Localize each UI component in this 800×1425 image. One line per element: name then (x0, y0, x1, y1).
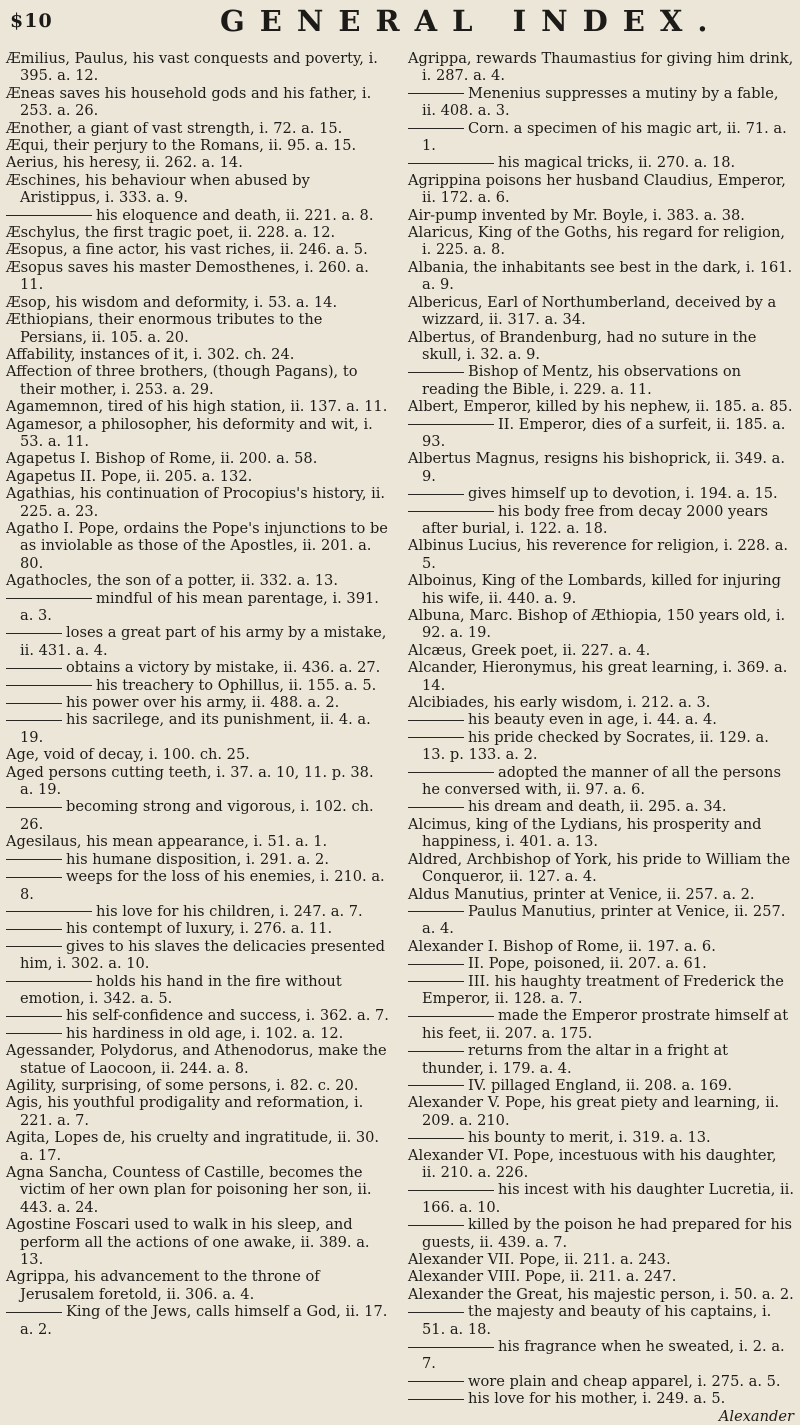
index-entry (6, 224, 391, 241)
entry-text: becoming strong and vigorous, i. 102. ch. 26. (20, 798, 374, 833)
index-entry (6, 1129, 391, 1164)
index-entry (6, 1094, 391, 1129)
entry-text: Alexander VII. Pope, ii. 211. a. 243. (408, 1251, 671, 1269)
repeat-heading-rule (6, 633, 62, 634)
index-entry (6, 1042, 391, 1077)
repeat-heading-rule (408, 372, 464, 373)
index-subentry (408, 955, 794, 972)
index-entry (408, 207, 794, 224)
entry-text: Alexander I. Bishop of Rome, ii. 197. a. 6. (408, 937, 716, 955)
index-subentry (408, 973, 794, 1008)
repeat-heading-rule (408, 964, 464, 965)
repeat-heading-rule (408, 772, 494, 773)
entry-text: mindful of his mean parentage, i. 391. a. 3. (20, 589, 379, 624)
index-subentry (408, 764, 794, 799)
index-entry (408, 607, 794, 642)
entry-text: loses a great part of his army by a mistake, ii. 431. a. 4. (20, 624, 387, 659)
repeat-heading-rule (408, 737, 464, 738)
index-entry (6, 311, 391, 346)
repeat-heading-rule (408, 1399, 464, 1400)
entry-text: III. his haughty treatment of Frederick the Emperor, ii. 128. a. 7. (422, 972, 784, 1007)
entry-text: the majesty and beauty of his captains, i. 51. a. 18. (422, 1303, 772, 1338)
entry-text: Æqui, their perjury to the Romans, ii. 95. a. 15. (6, 137, 357, 155)
index-subentry (408, 1303, 794, 1338)
repeat-heading-rule (6, 929, 62, 930)
index-entry (408, 294, 794, 329)
entry-text: Agrippa, rewards Thaumastius for giving him drink, i. 287. a. 4. (408, 50, 794, 85)
entry-text: his bounty to merit, i. 319. a. 13. (468, 1129, 711, 1147)
repeat-heading-rule (6, 685, 92, 686)
repeat-heading-rule (408, 163, 494, 164)
entry-text: Aged persons cutting teeth, i. 37. a. 10, 11. p. 38. a. 19. (6, 763, 374, 799)
entry-text: Agostine Foscari used to walk in his sleep, and perform all the actions of one awake, ii. 389. a. 13. (6, 1216, 370, 1269)
entry-text: Albinus Lucius, his reverence for religion, i. 228. a. 5. (408, 537, 789, 572)
index-entry (408, 1268, 794, 1285)
entry-text: his power over his army, ii. 488. a. 2. (66, 694, 340, 712)
entry-text: Alcimus, king of the Lydians, his prosperity and happiness, i. 401. a. 13. (408, 815, 762, 851)
entry-text: Alcibiades, his early wisdom, i. 212. a. 3. (408, 694, 711, 712)
repeat-heading-rule (408, 720, 464, 721)
index-entry (408, 537, 794, 572)
repeat-heading-rule (6, 1016, 62, 1017)
index-entry (408, 886, 794, 903)
entry-text: Alboinus, King of the Lombards, killed for injuring his wife, ii. 440. a. 9. (408, 572, 781, 607)
index-entry (6, 363, 391, 398)
entry-text: his contempt of luxury, i. 276. a. 11. (66, 920, 333, 938)
repeat-heading-rule (408, 1225, 464, 1226)
repeat-heading-rule (408, 981, 464, 982)
page-number: $10 (10, 10, 53, 32)
repeat-heading-rule (408, 1138, 464, 1139)
entry-text: Agis, his youthful prodigality and reformation, i. 221. a. 7. (6, 1094, 364, 1129)
repeat-heading-rule (408, 1190, 494, 1191)
entry-text: his incest with his daughter Lucretia, ii. 166. a. 10. (422, 1181, 794, 1216)
repeat-heading-rule (6, 946, 62, 947)
entry-text: Bishop of Mentz, his observations on reading the Bible, i. 229. a. 11. (422, 363, 742, 398)
index-entry (408, 259, 794, 294)
entry-text: King of the Jews, calls himself a God, ii. 17. a. 2. (20, 1303, 388, 1338)
entry-text: Æschylus, the first tragic poet, ii. 228. a. 12. (6, 224, 336, 242)
repeat-heading-rule (408, 1347, 494, 1348)
index-entry (6, 172, 391, 207)
entry-text: gives himself up to devotion, i. 194. a. 15. (468, 485, 778, 503)
index-subentry (6, 624, 391, 659)
index-subentry (6, 798, 391, 833)
entry-text: Air-pump invented by Mr. Boyle, i. 383. a. 38. (408, 206, 745, 224)
index-entry (6, 1268, 391, 1303)
index-subentry (6, 207, 391, 224)
repeat-heading-rule (408, 1312, 464, 1313)
entry-text: his eloquence and death, ii. 221. a. 8. (96, 206, 374, 224)
page-header (0, 4, 800, 44)
entry-text: his humane disposition, i. 291. a. 2. (66, 850, 329, 868)
repeat-heading-rule (408, 93, 464, 94)
repeat-heading-rule (408, 1085, 464, 1086)
index-entry (408, 572, 794, 607)
index-subentry (408, 154, 794, 171)
entry-text: Aldus Manutius, printer at Venice, ii. 257. a. 2. (408, 885, 755, 903)
entry-text: Ænother, a giant of vast strength, i. 72. a. 15. (6, 119, 343, 137)
index-subentry (408, 416, 794, 451)
index-subentry (408, 1338, 794, 1373)
entry-text: his sacrilege, and its punishment, ii. 4. a. 19. (20, 711, 371, 746)
repeat-heading-rule (6, 703, 62, 704)
entry-text: his fragrance when he sweated, i. 2. a. 7. (422, 1338, 785, 1373)
index-subentry (408, 503, 794, 538)
index-entry (408, 224, 794, 259)
entry-text: Alexander V. Pope, his great piety and learning, ii. 209. a. 210. (408, 1094, 780, 1129)
index-entry (6, 572, 391, 589)
index-subentry (408, 798, 794, 815)
repeat-heading-rule (6, 807, 62, 808)
repeat-heading-rule (6, 720, 62, 721)
index-entry (6, 154, 391, 171)
index-subentry (6, 868, 391, 903)
index-entry (408, 938, 794, 955)
entry-text: Agrippina poisons her husband Claudius, Emperor, ii. 172. a. 6. (408, 171, 786, 207)
entry-text: Albert, Emperor, killed by his nephew, ii. 185. a. 85. (408, 398, 793, 416)
entry-text: Alexander VIII. Pope, ii. 211. a. 247. (408, 1268, 677, 1286)
index-entry (408, 172, 794, 207)
entry-text: II. Emperor, dies of a surfeit, ii. 185. a. 93. (422, 415, 786, 450)
repeat-heading-rule (408, 1016, 494, 1017)
catchword: Alexander (718, 1407, 794, 1425)
entry-text: Age, void of decay, i. 100. ch. 25. (6, 746, 250, 764)
entry-text: Albertus Magnus, resigns his bishoprick, ii. 349. a. 9. (408, 450, 785, 485)
entry-text: Corn. a specimen of his magic art, ii. 71. a. 1. (422, 119, 787, 155)
index-entry (6, 259, 391, 294)
index-entry (6, 764, 391, 799)
index-entry (6, 468, 391, 485)
index-subentry (6, 973, 391, 1008)
index-subentry (6, 694, 391, 711)
repeat-heading-rule (6, 859, 62, 860)
index-entry (6, 241, 391, 258)
repeat-heading-rule (6, 598, 92, 599)
entry-text: Albericus, Earl of Northumberland, deceived by a wizzard, ii. 317. a. 34. (408, 293, 777, 329)
entry-text: Agility, surprising, of some persons, i. 82. c. 20. (6, 1076, 359, 1094)
entry-text: Aerius, his heresy, ii. 262. a. 14. (6, 154, 243, 172)
index-subentry (408, 1181, 794, 1216)
entry-text: Alexander the Great, his majestic person, i. 50. a. 2. (408, 1285, 794, 1303)
repeat-heading-rule (408, 494, 464, 495)
entry-text: IV. pillaged England, ii. 208. a. 169. (468, 1076, 733, 1094)
right-index-column (408, 50, 794, 1425)
index-entry (6, 520, 391, 572)
entry-text: his pride checked by Socrates, ii. 129. a. 13. p. 133. a. 2. (422, 728, 769, 764)
index-subentry (408, 485, 794, 502)
index-subentry (408, 729, 794, 764)
index-entry (6, 85, 391, 120)
entry-text: Æmilius, Paulus, his vast conquests and poverty, i. 395. a. 12. (6, 50, 378, 85)
entry-text: Æthiopians, their enormous tributes to the Persians, ii. 105. a. 20. (6, 311, 323, 346)
index-entry (408, 694, 794, 711)
index-entry (6, 416, 391, 451)
entry-text: Aldred, Archbishop of York, his pride to William the Conqueror, ii. 127. a. 4. (408, 850, 791, 886)
entry-text: Menenius suppresses a mutiny by a fable, ii. 408. a. 3. (422, 84, 779, 120)
entry-text: Alexander VI. Pope, incestuous with his daughter, ii. 210. a. 226. (408, 1146, 777, 1181)
index-subentry (408, 711, 794, 728)
entry-text: Agita, Lopes de, his cruelty and ingratitude, ii. 30. a. 17. (6, 1129, 380, 1164)
entry-text: Agathocles, the son of a potter, ii. 332. a. 13. (6, 572, 338, 590)
repeat-heading-rule (6, 911, 92, 912)
index-subentry (6, 1007, 391, 1024)
index-subentry (6, 920, 391, 937)
index-entry (408, 816, 794, 851)
index-entry (6, 485, 391, 520)
index-entry (408, 50, 794, 85)
entry-text: his beauty even in age, i. 44. a. 4. (468, 711, 717, 729)
index-entry (408, 450, 794, 485)
repeat-heading-rule (6, 981, 92, 982)
repeat-heading-rule (408, 1051, 464, 1052)
repeat-heading-rule (6, 1033, 62, 1034)
entry-text: Paulus Manutius, printer at Venice, ii. 257. a. 4. (422, 902, 786, 938)
entry-text: his magical tricks, ii. 270. a. 18. (498, 154, 736, 172)
index-subentry (408, 120, 794, 155)
entry-text: his hardiness in old age, i. 102. a. 12. (66, 1024, 344, 1042)
index-entry (6, 450, 391, 467)
entry-text: Agapetus I. Bishop of Rome, ii. 200. a. 58. (6, 450, 318, 468)
index-entry (408, 1094, 794, 1129)
repeat-heading-rule (6, 668, 62, 669)
entry-text: his love for his mother, i. 249. a. 5. (468, 1390, 726, 1408)
entry-text: holds his hand in the fire without emotion, i. 342. a. 5. (20, 972, 342, 1007)
entry-text: his treachery to Ophillus, ii. 155. a. 5. (96, 676, 377, 694)
index-subentry (6, 590, 391, 625)
entry-text: Alaricus, King of the Goths, his regard for religion, i. 225. a. 8. (408, 224, 786, 259)
entry-text: his self-confidence and success, i. 362. a. 7. (66, 1007, 389, 1025)
entry-text: his dream and death, ii. 295. a. 34. (468, 798, 727, 816)
repeat-heading-rule (408, 1381, 464, 1382)
index-subentry (408, 85, 794, 120)
index-subentry (6, 851, 391, 868)
entry-text: Affection of three brothers, (though Pagans), to their mother, i. 253. a. 29. (6, 363, 358, 398)
index-entry (408, 1286, 794, 1303)
entry-text: Alcæus, Greek poet, ii. 227. a. 4. (408, 641, 651, 659)
entry-text: II. Pope, poisoned, ii. 207. a. 61. (468, 955, 707, 973)
index-entry (408, 398, 794, 415)
index-subentry (408, 903, 794, 938)
entry-text: Agatho I. Pope, ordains the Pope's injunctions to be as inviolable as those of the Apostles, ii. 201. a. 80. (6, 519, 388, 572)
entry-text: Æschines, his behaviour when abused by Aristippus, i. 333. a. 9. (6, 171, 310, 207)
running-title: GENERAL INDEX. (220, 4, 723, 38)
entry-text: returns from the altar in a fright at thunder, i. 179. a. 4. (422, 1042, 729, 1077)
repeat-heading-rule (6, 215, 92, 216)
entry-text: Albuna, Marc. Bishop of Æthiopia, 150 years old, i. 92. a. 19. (408, 607, 786, 642)
entry-text: his body free from decay 2000 years after burial, i. 122. a. 18. (422, 502, 769, 537)
index-entry (408, 329, 794, 364)
index-entry (6, 398, 391, 415)
index-entry (408, 642, 794, 659)
index-entry (6, 120, 391, 137)
index-entry (408, 659, 794, 694)
repeat-heading-rule (408, 424, 494, 425)
entry-text: Affability, instances of it, i. 302. ch. 24. (6, 345, 295, 363)
entry-text: made the Emperor prostrate himself at his feet, ii. 207. a. 175. (422, 1007, 789, 1042)
index-subentry (408, 1077, 794, 1094)
index-subentry (408, 1373, 794, 1390)
entry-text: Agna Sancha, Countess of Castille, becomes the victim of her own plan for poisoning her son, ii. 443. a. 24. (6, 1164, 372, 1216)
index-entry (6, 1164, 391, 1216)
index-subentry (6, 903, 391, 920)
entry-text: obtains a victory by mistake, ii. 436. a. 27. (66, 659, 381, 677)
index-entry (408, 851, 794, 886)
index-entry (6, 833, 391, 850)
index-entry (6, 137, 391, 154)
index-subentry (6, 1303, 391, 1338)
entry-text: Æsopus, a fine actor, his vast riches, ii. 246. a. 5. (6, 241, 368, 259)
entry-text: Agamemnon, tired of his high station, ii. 137. a. 11. (6, 398, 388, 416)
entry-text: killed by the poison he had prepared for his guests, ii. 439. a. 7. (422, 1216, 793, 1251)
index-subentry (408, 1129, 794, 1146)
index-entry (6, 1216, 391, 1268)
index-entry (6, 346, 391, 363)
entry-text: Agessander, Polydorus, and Athenodorus, make the statue of Laocoon, ii. 244. a. 8. (6, 1042, 387, 1077)
entry-text: Æsop, his wisdom and deformity, i. 53. a. 14. (6, 293, 338, 311)
entry-text: his love for his children, i. 247. a. 7. (96, 902, 363, 920)
index-subentry (408, 1042, 794, 1077)
index-subentry (6, 659, 391, 676)
repeat-heading-rule (6, 1312, 62, 1313)
index-subentry (408, 1007, 794, 1042)
entry-text: Alcander, Hieronymus, his great learning, i. 369. a. 14. (408, 659, 788, 694)
entry-text: Albania, the inhabitants see best in the dark, i. 161. a. 9. (408, 258, 793, 294)
index-subentry (408, 363, 794, 398)
entry-text: adopted the manner of all the persons he conversed with, ii. 97. a. 6. (422, 763, 781, 799)
entry-text: Agesilaus, his mean appearance, i. 51. a. 1. (6, 833, 328, 851)
entry-text: Agathias, his continuation of Procopius's history, ii. 225. a. 23. (6, 485, 386, 520)
entry-text: Agapetus II. Pope, ii. 205. a. 132. (6, 467, 253, 485)
index-entry (408, 1147, 794, 1182)
entry-text: wore plain and cheap apparel, i. 275. a. 5. (468, 1372, 781, 1390)
index-subentry (6, 711, 391, 746)
entry-text: Agamesor, a philosopher, his deformity and wit, i. 53. a. 11. (6, 415, 373, 450)
index-entry (6, 50, 391, 85)
index-subentry (6, 677, 391, 694)
index-subentry (6, 1025, 391, 1042)
entry-text: Albertus, of Brandenburg, had no suture in the skull, i. 32. a. 9. (408, 328, 757, 363)
index-subentry (6, 938, 391, 973)
index-entry (6, 746, 391, 763)
index-entry (6, 1077, 391, 1094)
left-index-column (6, 50, 391, 1375)
index-subentry (408, 1390, 794, 1407)
index-entry (6, 294, 391, 311)
index-entry (408, 1251, 794, 1268)
entry-text: Agrippa, his advancement to the throne of Jerusalem foretold, ii. 306. a. 4. (6, 1268, 320, 1303)
repeat-heading-rule (6, 877, 62, 878)
repeat-heading-rule (408, 807, 464, 808)
entry-text: Æneas saves his household gods and his father, i. 253. a. 26. (6, 84, 372, 120)
entry-text: gives to his slaves the delicacies presented him, i. 302. a. 10. (20, 937, 386, 973)
repeat-heading-rule (408, 911, 464, 912)
entry-text: Æsopus saves his master Demosthenes, i. 260. a. 11. (6, 258, 369, 294)
repeat-heading-rule (408, 511, 494, 512)
entry-text: weeps for the loss of his enemies, i. 210. a. 8. (20, 868, 385, 903)
repeat-heading-rule (408, 128, 464, 129)
index-subentry (408, 1216, 794, 1251)
